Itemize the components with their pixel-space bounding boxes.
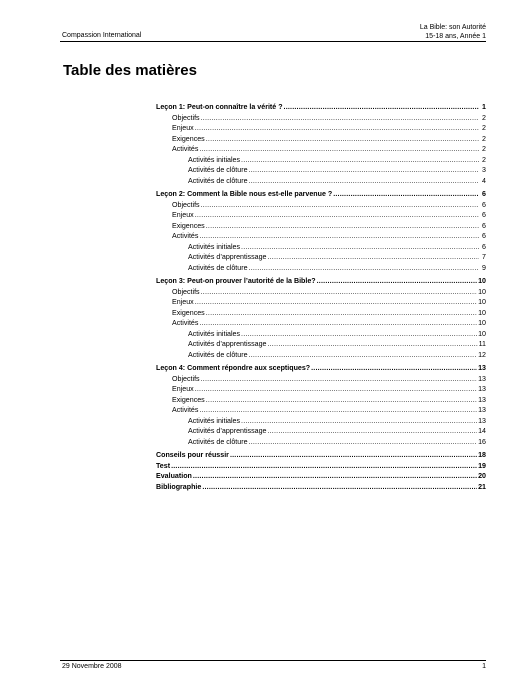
toc-entry-title: Evaluation <box>156 472 192 480</box>
toc-dot-leader <box>201 287 478 298</box>
header-organization: Compassion International <box>62 32 142 39</box>
toc-dot-leader <box>267 252 479 263</box>
toc-dot-leader <box>195 210 479 221</box>
toc-entry[interactable] <box>156 134 486 145</box>
toc-dot-leader <box>249 437 478 448</box>
toc-entry-title: Conseils pour réussir <box>156 451 229 459</box>
toc-entry[interactable] <box>156 350 486 361</box>
toc-entry-title: Exigences <box>172 221 205 230</box>
toc-dot-leader <box>230 450 477 461</box>
toc-dot-leader <box>241 416 477 427</box>
toc-entry-page: 1 <box>482 103 486 111</box>
toc-entry-page: 13 <box>478 406 486 414</box>
toc-entry[interactable] <box>156 231 486 242</box>
toc-entry[interactable] <box>156 263 486 274</box>
toc-entry-page: 6 <box>482 242 486 251</box>
toc-entry-page: 11 <box>478 340 486 348</box>
toc-entry-title: Objectifs <box>172 200 200 209</box>
toc-entry-title: Activités initiales <box>188 329 241 338</box>
toc-entry[interactable] <box>156 189 486 200</box>
toc-entry[interactable] <box>156 242 486 253</box>
toc-entry-title: Objectifs <box>172 113 200 122</box>
toc-dot-leader <box>241 155 479 166</box>
table-of-contents <box>156 102 486 492</box>
toc-entry-page: 2 <box>482 145 486 153</box>
toc-entry-page: 6 <box>482 221 486 230</box>
toc-dot-leader <box>249 165 479 176</box>
footer-date: 29 Novembre 2008 <box>62 663 122 670</box>
toc-entry[interactable] <box>156 276 486 287</box>
toc-entry-title: Leçon 1: Peut-on connaître la vérité ? <box>156 103 283 111</box>
toc-entry-title: Activités de clôture <box>188 176 248 185</box>
toc-entry-title: Activités de clôture <box>188 437 248 446</box>
toc-entry-page: 6 <box>482 190 486 198</box>
toc-entry-page: 2 <box>482 113 486 122</box>
toc-entry-page: 10 <box>478 319 486 327</box>
toc-entry-title: Exigences <box>172 308 205 317</box>
toc-dot-leader <box>199 231 479 242</box>
toc-entry-page: 13 <box>478 385 486 393</box>
toc-entry[interactable] <box>156 329 486 340</box>
toc-entry[interactable] <box>156 176 486 187</box>
toc-entry-page: 2 <box>482 124 486 132</box>
toc-entry-page: 13 <box>478 374 486 383</box>
toc-entry[interactable] <box>156 165 486 176</box>
toc-dot-leader <box>333 189 479 200</box>
toc-entry[interactable] <box>156 374 486 385</box>
toc-entry-page: 2 <box>482 155 486 164</box>
toc-entry[interactable] <box>156 221 486 232</box>
toc-entry[interactable] <box>156 437 486 448</box>
toc-dot-leader <box>241 329 477 340</box>
toc-entry-title: Activités <box>172 319 199 327</box>
toc-entry[interactable] <box>156 482 486 493</box>
toc-dot-leader <box>267 339 477 350</box>
toc-entry[interactable] <box>156 308 486 319</box>
toc-dot-leader <box>206 308 477 319</box>
toc-dot-leader <box>201 374 478 385</box>
toc-entry-page: 12 <box>478 350 486 359</box>
toc-dot-leader <box>195 384 477 395</box>
toc-entry-title: Bibliographie <box>156 482 202 491</box>
footer-page-number: 1 <box>482 663 486 670</box>
toc-entry[interactable] <box>156 405 486 416</box>
toc-dot-leader <box>267 426 477 437</box>
toc-dot-leader <box>199 318 477 329</box>
toc-entry-title: Enjeux <box>172 211 194 219</box>
toc-entry-page: 14 <box>478 427 486 435</box>
toc-entry-page: 10 <box>478 298 486 306</box>
toc-entry-title: Leçon 3: Peut-on prouver l’autorité de la Bible? <box>156 277 316 285</box>
header-divider <box>60 41 486 42</box>
toc-entry-title: Enjeux <box>172 298 194 306</box>
toc-entry-page: 13 <box>478 364 486 372</box>
toc-dot-leader <box>202 482 477 493</box>
toc-dot-leader <box>206 134 479 145</box>
toc-entry[interactable] <box>156 210 486 221</box>
toc-entry[interactable] <box>156 200 486 211</box>
toc-entry-title: Test <box>156 461 171 470</box>
toc-entry-title: Activités initiales <box>188 416 241 425</box>
toc-entry[interactable] <box>156 297 486 308</box>
toc-entry-page: 6 <box>482 232 486 240</box>
toc-entry-title: Activités de clôture <box>188 350 248 359</box>
toc-entry[interactable] <box>156 426 486 437</box>
toc-entry-page: 19 <box>478 461 486 470</box>
toc-entry-title: Leçon 4: Comment répondre aux sceptiques? <box>156 364 311 372</box>
toc-entry-title: Objectifs <box>172 374 200 383</box>
toc-entry-page: 10 <box>478 308 486 317</box>
toc-entry-title: Exigences <box>172 134 205 143</box>
page-title: Table des matières <box>63 62 197 79</box>
toc-dot-leader <box>284 102 479 113</box>
header-document-info <box>420 23 486 41</box>
toc-entry[interactable] <box>156 461 486 472</box>
footer-divider <box>60 660 486 661</box>
toc-entry[interactable] <box>156 471 486 482</box>
toc-entry-title: Objectifs <box>172 287 200 296</box>
toc-dot-leader <box>195 123 479 134</box>
toc-entry[interactable] <box>156 395 486 406</box>
toc-dot-leader <box>201 200 479 211</box>
toc-entry-page: 21 <box>478 482 486 491</box>
toc-entry-title: Exigences <box>172 395 205 404</box>
toc-dot-leader <box>249 176 479 187</box>
toc-entry-title: Activités <box>172 232 199 240</box>
toc-entry-title: Activités <box>172 406 199 414</box>
toc-entry-page: 6 <box>482 200 486 209</box>
toc-entry-title: Activités <box>172 145 199 153</box>
toc-entry[interactable] <box>156 384 486 395</box>
toc-entry[interactable] <box>156 416 486 427</box>
toc-entry-page: 20 <box>478 472 486 480</box>
toc-entry[interactable] <box>156 339 486 350</box>
toc-entry[interactable] <box>156 123 486 134</box>
toc-dot-leader <box>171 461 477 472</box>
toc-dot-leader <box>195 297 477 308</box>
toc-entry[interactable] <box>156 287 486 298</box>
toc-entry-page: 2 <box>482 134 486 143</box>
toc-entry[interactable] <box>156 113 486 124</box>
toc-entry-title: Activités d’apprentissage <box>188 253 267 261</box>
toc-entry-page: 13 <box>478 416 486 425</box>
toc-entry-title: Enjeux <box>172 124 194 132</box>
toc-dot-leader <box>199 405 477 416</box>
toc-entry[interactable] <box>156 102 486 113</box>
toc-dot-leader <box>193 471 477 482</box>
toc-dot-leader <box>249 263 479 274</box>
toc-entry-page: 10 <box>478 287 486 296</box>
toc-entry-title: Activités de clôture <box>188 263 248 272</box>
toc-entry-page: 6 <box>482 211 486 219</box>
toc-dot-leader <box>249 350 478 361</box>
toc-entry-page: 4 <box>482 176 486 185</box>
toc-entry-page: 3 <box>482 166 486 174</box>
header-title: La Bible: son Autorité <box>419 24 486 31</box>
toc-entry-title: Activités de clôture <box>188 166 248 174</box>
toc-entry-page: 9 <box>482 263 486 272</box>
toc-entry[interactable] <box>156 144 486 155</box>
toc-entry-page: 7 <box>482 253 486 261</box>
header-subtitle: 15-18 ans, Année 1 <box>425 33 486 40</box>
toc-entry-page: 13 <box>478 395 486 404</box>
toc-entry-title: Activités initiales <box>188 155 241 164</box>
toc-dot-leader <box>206 221 479 232</box>
toc-entry[interactable] <box>156 318 486 329</box>
toc-entry-page: 18 <box>478 451 486 459</box>
toc-dot-leader <box>241 242 479 253</box>
toc-entry-title: Activités d’apprentissage <box>188 340 267 348</box>
toc-entry-page: 16 <box>478 437 486 446</box>
toc-dot-leader <box>317 276 477 287</box>
toc-entry[interactable] <box>156 155 486 166</box>
toc-entry-title: Leçon 2: Comment la Bible nous est-elle parvenue ? <box>156 190 333 198</box>
toc-entry-title: Activités initiales <box>188 242 241 251</box>
toc-dot-leader <box>311 363 477 374</box>
toc-entry[interactable] <box>156 252 486 263</box>
toc-entry-title: Activités d’apprentissage <box>188 427 267 435</box>
toc-dot-leader <box>201 113 479 124</box>
toc-entry-title: Enjeux <box>172 385 194 393</box>
toc-entry-page: 10 <box>478 329 486 338</box>
toc-entry[interactable] <box>156 450 486 461</box>
toc-dot-leader <box>199 144 479 155</box>
toc-entry[interactable] <box>156 363 486 374</box>
toc-entry-page: 10 <box>478 277 486 285</box>
toc-dot-leader <box>206 395 477 406</box>
